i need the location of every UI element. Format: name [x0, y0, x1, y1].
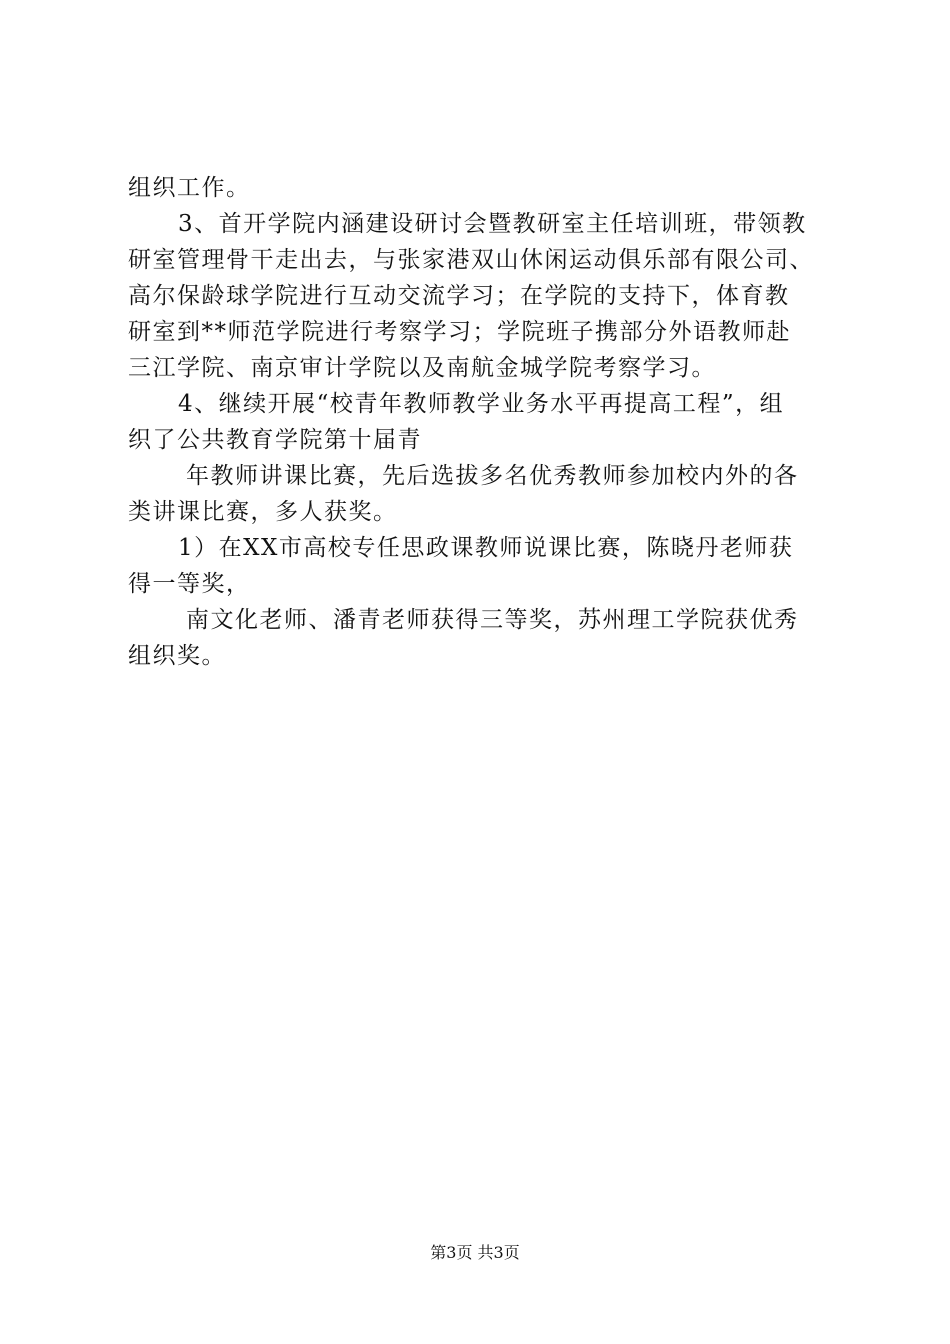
text-line: 类讲课比赛，多人获奖。: [128, 499, 398, 525]
text-line: 3、首开学院内涵建设研讨会暨教研室主任培训班，带领教: [178, 211, 807, 237]
page-number: 第3页 共3页: [430, 1243, 520, 1262]
text-line: 组织奖。: [128, 643, 226, 669]
text-line: 研室到**师范学院进行考察学习；学院班子携部分外语教师赴: [128, 319, 791, 345]
text-line: 年教师讲课比赛，先后选拔多名优秀教师参加校内外的各: [186, 463, 799, 489]
text-line: 南文化老师、潘青老师获得三等奖，苏州理工学院获优秀: [186, 607, 799, 633]
text-line: 高尔保龄球学院进行互动交流学习；在学院的支持下，体育教: [128, 283, 790, 309]
text-line: 织了公共教育学院第十届青: [128, 427, 422, 453]
document-body: [128, 170, 828, 674]
text-line: 得一等奖，: [128, 571, 251, 597]
text-line: 1）在XX市高校专任思政课教师说课比赛，陈晓丹老师获: [178, 535, 794, 561]
text-line: 研室管理骨干走出去，与张家港双山休闲运动俱乐部有限公司、: [128, 247, 814, 273]
text-line: 4、继续开展“校青年教师教学业务水平再提高工程”，组: [178, 391, 785, 417]
text-line: 三江学院、南京审计学院以及南航金城学院考察学习。: [128, 355, 716, 381]
page-footer: [0, 1241, 950, 1265]
text-line: 组织工作。: [128, 175, 251, 201]
